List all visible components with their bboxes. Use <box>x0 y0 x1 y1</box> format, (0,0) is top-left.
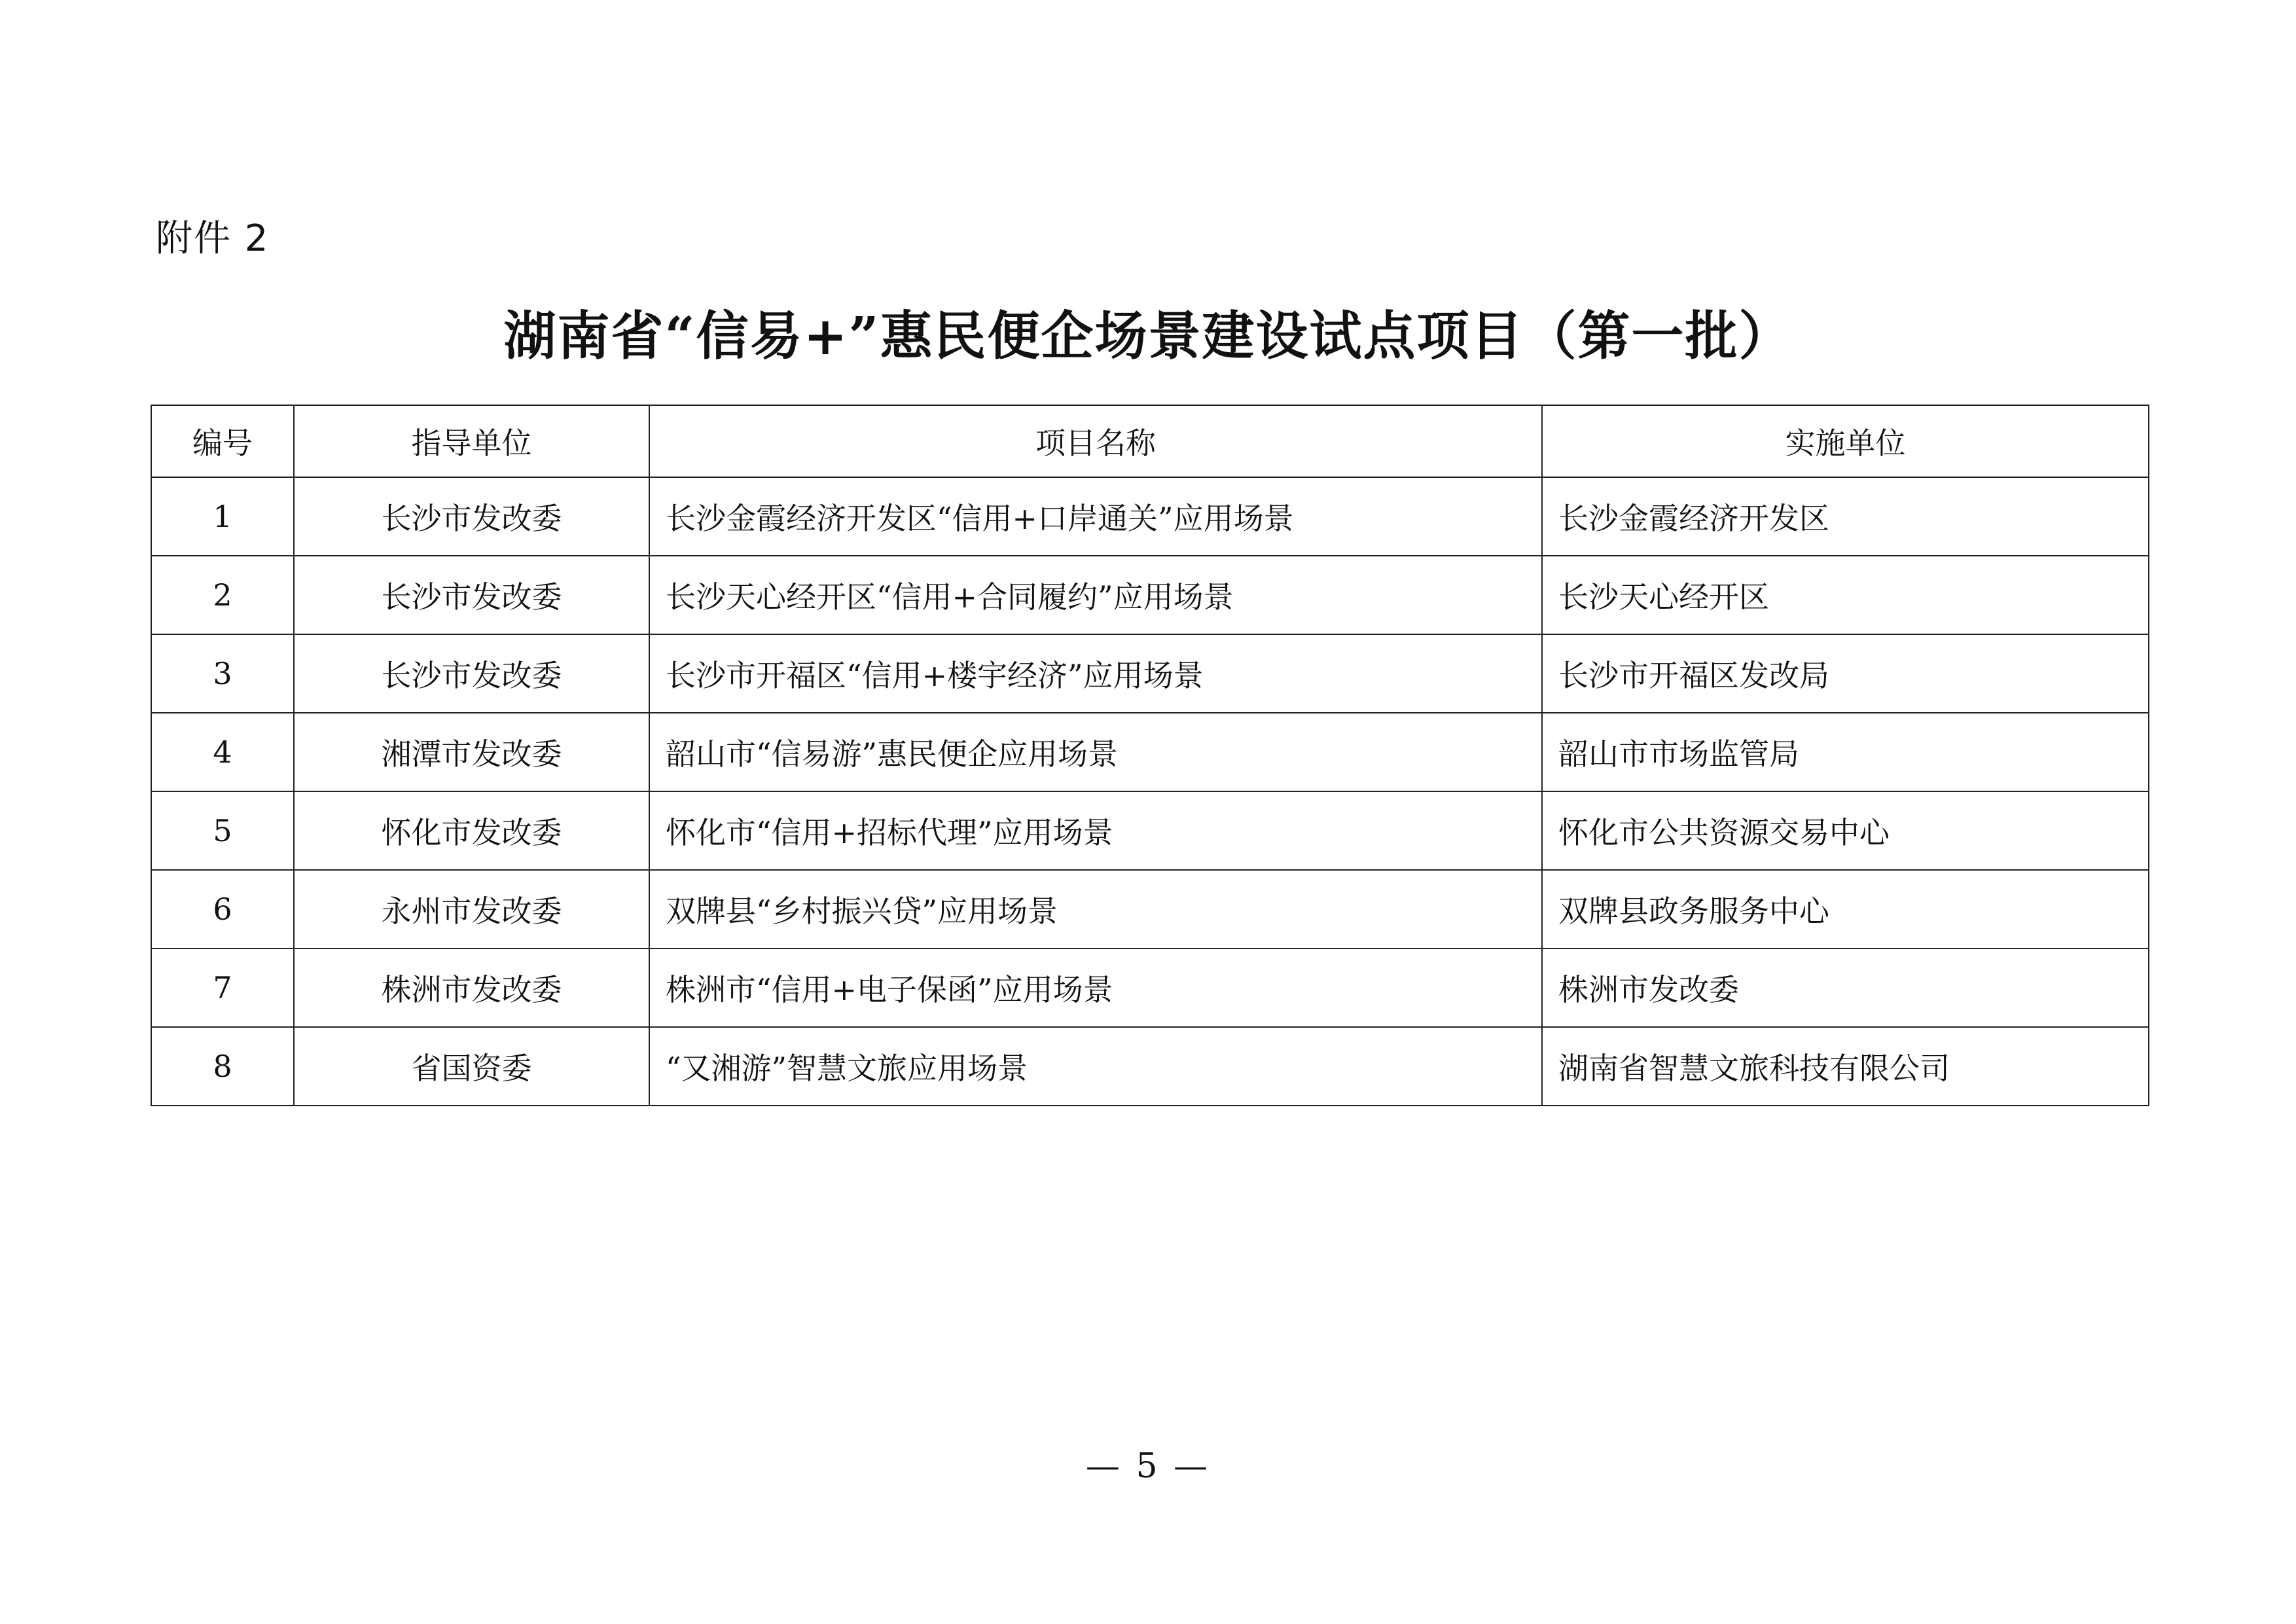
table-row <box>151 556 2149 634</box>
cell-number: 1 <box>151 477 294 556</box>
cell-implementing-unit: 长沙市开福区发改局 <box>1542 634 2149 713</box>
table-row <box>151 791 2149 870</box>
cell-implementing-unit: 韶山市市场监管局 <box>1542 713 2149 791</box>
cell-implementing-unit: 怀化市公共资源交易中心 <box>1542 791 2149 870</box>
cell-number: 2 <box>151 556 294 634</box>
cell-implementing-unit: 湖南省智慧文旅科技有限公司 <box>1542 1027 2149 1106</box>
cell-implementing-unit: 长沙天心经开区 <box>1542 556 2149 634</box>
cell-project-name: 长沙市开福区“信用+楼宇经济”应用场景 <box>649 634 1542 713</box>
cell-project-name: 长沙天心经开区“信用+合同履约”应用场景 <box>649 556 1542 634</box>
attachment-label: 附件 2 <box>156 217 270 260</box>
cell-guiding-unit: 怀化市发改委 <box>294 791 649 870</box>
table-row <box>151 870 2149 948</box>
cell-number: 5 <box>151 791 294 870</box>
cell-number: 4 <box>151 713 294 791</box>
table-row <box>151 713 2149 791</box>
table-header-row <box>151 405 2149 477</box>
page-title: 湖南省“信易+”惠民便企场景建设试点项目（第一批） <box>503 305 1793 367</box>
cell-project-name: 长沙金霞经济开发区“信用+口岸通关”应用场景 <box>649 477 1542 556</box>
header-project-name: 项目名称 <box>649 405 1542 477</box>
cell-guiding-unit: 长沙市发改委 <box>294 556 649 634</box>
cell-number: 6 <box>151 870 294 948</box>
cell-project-name: 双牌县“乡村振兴贷”应用场景 <box>649 870 1542 948</box>
table-row <box>151 634 2149 713</box>
table-row <box>151 477 2149 556</box>
header-guiding-unit: 指导单位 <box>294 405 649 477</box>
cell-guiding-unit: 省国资委 <box>294 1027 649 1106</box>
cell-guiding-unit: 株洲市发改委 <box>294 948 649 1027</box>
cell-guiding-unit: 长沙市发改委 <box>294 634 649 713</box>
page-number: — 5 — <box>1085 1447 1211 1486</box>
cell-guiding-unit: 长沙市发改委 <box>294 477 649 556</box>
cell-guiding-unit: 湘潭市发改委 <box>294 713 649 791</box>
cell-implementing-unit: 双牌县政务服务中心 <box>1542 870 2149 948</box>
cell-number: 3 <box>151 634 294 713</box>
cell-guiding-unit: 永州市发改委 <box>294 870 649 948</box>
header-number: 编号 <box>151 405 294 477</box>
cell-project-name: 韶山市“信易游”惠民便企应用场景 <box>649 713 1542 791</box>
table-row <box>151 948 2149 1027</box>
header-implementing-unit: 实施单位 <box>1542 405 2149 477</box>
table-body <box>151 477 2149 1106</box>
table-row <box>151 1027 2149 1106</box>
cell-implementing-unit: 长沙金霞经济开发区 <box>1542 477 2149 556</box>
cell-implementing-unit: 株洲市发改委 <box>1542 948 2149 1027</box>
cell-number: 8 <box>151 1027 294 1106</box>
projects-table <box>151 405 2149 1106</box>
cell-project-name: “又湘游”智慧文旅应用场景 <box>649 1027 1542 1106</box>
cell-project-name: 怀化市“信用+招标代理”应用场景 <box>649 791 1542 870</box>
cell-number: 7 <box>151 948 294 1027</box>
cell-project-name: 株洲市“信用+电子保函”应用场景 <box>649 948 1542 1027</box>
